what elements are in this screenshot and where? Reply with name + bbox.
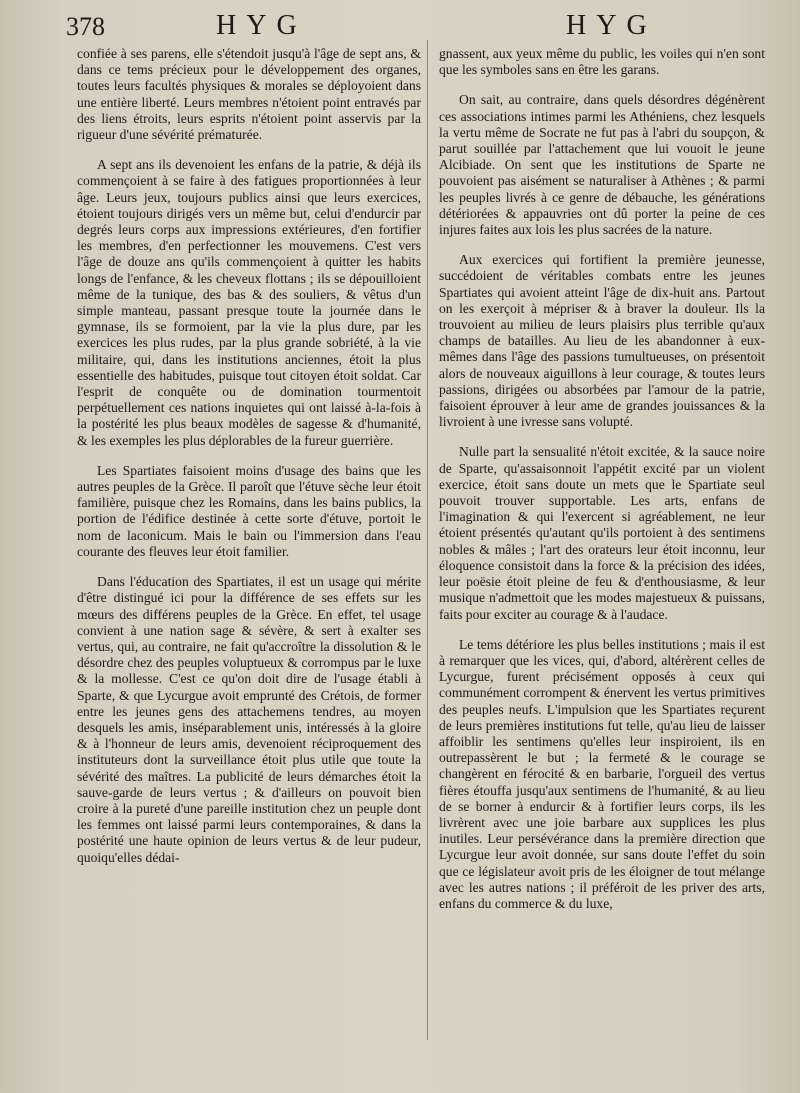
paragraph: Le tems détériore les plus belles institutions ; mais il est à remarquer que les vices, qui, d'abord, altérèrent celles de Lycurgue, furent précisément opposés à ceux qui communément corrompent & énervent les vertus primitives des peuples neufs. L'impulsion que les Spartiates reçurent de leurs premières institutions fut telle, qu'au lieu de laisser affoiblir les sentimens qu'elles leur inspiroient, ils en outrepassèrent le but ; la fermeté & le courage se changèrent en férocité & en barbarie, l'orgueil des vertus fières étouffa jusqu'aux sentimens de l'humanité, & au lieu de se borner à endurcir & à fortifier leurs corps, ils les livrèrent avec une joie barbare aux supplices les plus inutiles. Leur persévérance dans la première direction que Lycurgue leur avoit donnée, sur sans doute l'effet du soin que ce législateur avoit pris de les éloigner de tout mélange avec les autres nations ; il préféroit de les priver des arts, enfans du commerce & du luxe, <box>439 636 765 911</box>
paragraph: Aux exercices qui fortifient la première jeunesse, succédoient de véritables combats entre les jeunes Spartiates qui avoient atteint l'âge de dix-huit ans. Partout on les exerçoit à mépriser & à braver la douleur. Ils la trouvoient au milieu de leurs plaisirs plus terrible qu'aux champs de batailles. Au lieu de les abandonner à eux-mêmes dans l'âge des passions tumultueuses, on présentoit alors de nouveaux aiguillons à leur courage, & toutes leurs passions, dirigées ou absorbées par l'amour de la patrie, faisoient éprouver à leur ame de grandes jouissances & la livroient à une ivresse sans volupté. <box>439 252 765 430</box>
page-number: 378 <box>66 12 105 41</box>
paragraph: Dans l'éducation des Spartiates, il est un usage qui mérite d'être distingué ici pour la différence de ses effets sur les mœurs des différens peuples de la Grèce. En effet, tel usage convient à une nation sage & sévère, & sert à exalter ses vertus, qui, au contraire, ne fait qu'accroître la dissolution & le désordre chez des peuples voluptueux & corrompus par le luxe & la mollesse. C'est ce qu'on doit dire de l'usage établi à Sparte, & que Lycurgue avoit emprunté des Crétois, de former entre les jeunes gens des attachemens tendres, au moyen desquels les amis, inséparablement unis, intéressés à la gloire & à l'honneur de leurs amis, devenoient réciproquement des instituteurs dont la surveillance étoit plus utile que toute la sévérité des maîtres. La publicité de leurs démarches étoit la sauve-garde de leurs vertus ; & d'ailleurs on pouvoit bien croire à la pureté d'une pareille institution chez un peuple dont les femmes ont laissé parmi leurs contemporaines, & dans la postérité une haute opinion de leurs vertus & de leur pudeur, quoiqu'elles dédai- <box>77 574 421 865</box>
paragraph: confiée à ses parens, elle s'étendoit jusqu'à l'âge de sept ans, & dans ce tems précieux pour le développement des organes, toutes leurs facultés physiques & morales se déployoient dans une entière liberté. Leurs membres n'étoient point entravés par des liens étroits, leurs esprits n'étoient point asservis par la rigueur d'une sévérité prématurée. <box>77 46 421 143</box>
paragraph: On sait, au contraire, dans quels désordres dégénèrent ces associations intimes parmi les Athéniens, chez lesquels la vertu même de Socrate ne fut pas à l'abri du soupçon, & parut souillée par l'attachement que lui vouoit le jeune Alcibiade. On sent que les institutions de Sparte ne pouvoient pas aisément se naturaliser à Athènes ; & parmi les peuples livrés à ce genre de débauche, les générations détériorées & appauvries ont dû porter la peine de ces injures faites aux lois les plus sacrées de la nature. <box>439 92 765 238</box>
left-column <box>77 46 421 880</box>
paragraph: A sept ans ils devenoient les enfans de la patrie, & déjà ils commençoient à se faire à des fatigues proportionnées à leur âge. Leurs jeux, toujours publics ainsi que leurs exercices, étoient toujours dirigés vers un même but, celui d'endurcir par degrés leurs corps aux impressions extérieures, d'en fortifier les membres, d'en perfectionner les mouvemens. C'est vers l'âge de douze ans qu'ils commençoient à quitter les habits longs de l'enfance, & les cheveux flottans ; ils se dépouilloient même de la tunique, des bas & des souliers, & vêtus d'un simple manteau, passant presque toute la journée dans le gymnase, ils se formoient, par la vie la plus dure, par les exercices les plus rudes, par la plus grande sobriété, à la vie militaire, qui, dans les institutions anciennes, étoit la plus essentielle des habitudes, puisque tout citoyen étoit soldat. Car l'esprit de conquête ou de domination tourmentoit perpétuellement ces nations inquietes qui ont laissé à-la-fois à la postérité les plus beaux modèles de sagesse & d'humanité, & les exemples les plus déplorables de la fureur guerrière. <box>77 157 421 448</box>
running-head-right: HYG <box>566 10 657 41</box>
right-column <box>439 46 765 926</box>
paragraph: Les Spartiates faisoient moins d'usage des bains que les autres peuples de la Grèce. Il paroît que l'étuve sèche leur étoit familière, puisque chez les Romains, dans les bains publics, la portion de l'édifice destinée à cette sorte d'étuve, portoit le nom de laconicum. Mais le bain ou l'immersion dans l'eau courante des fleuves leur étoit familier. <box>77 462 421 559</box>
paragraph: gnassent, aux yeux même du public, les voiles qui n'en sont que les symboles sans en être les garans. <box>439 46 765 78</box>
paragraph: Nulle part la sensualité n'étoit excitée, & la sauce noire de Sparte, qu'assaisonnoit l'appétit excité par un violent exercice, étoit sans doute un mets que le Spartiate seul pouvoit trouver supportable. Les arts, enfans de l'imagination & qui l'exercent si agréablement, ne leur étoient présentés qu'autant qu'ils portoient à des sentimens nobles & mâles ; l'art des orateurs leur étoit inconnu, leur éloquence consistoit dans la force & la précision des idées, leur poësie étoit pleine de feu & d'enthousiasme, & leur musique n'admettoit que les modes majestueux & puissans, faits pour exciter au courage & à l'audace. <box>439 444 765 622</box>
running-head-left: HYG <box>216 10 307 41</box>
page-header <box>66 8 762 44</box>
column-divider <box>427 40 428 1040</box>
